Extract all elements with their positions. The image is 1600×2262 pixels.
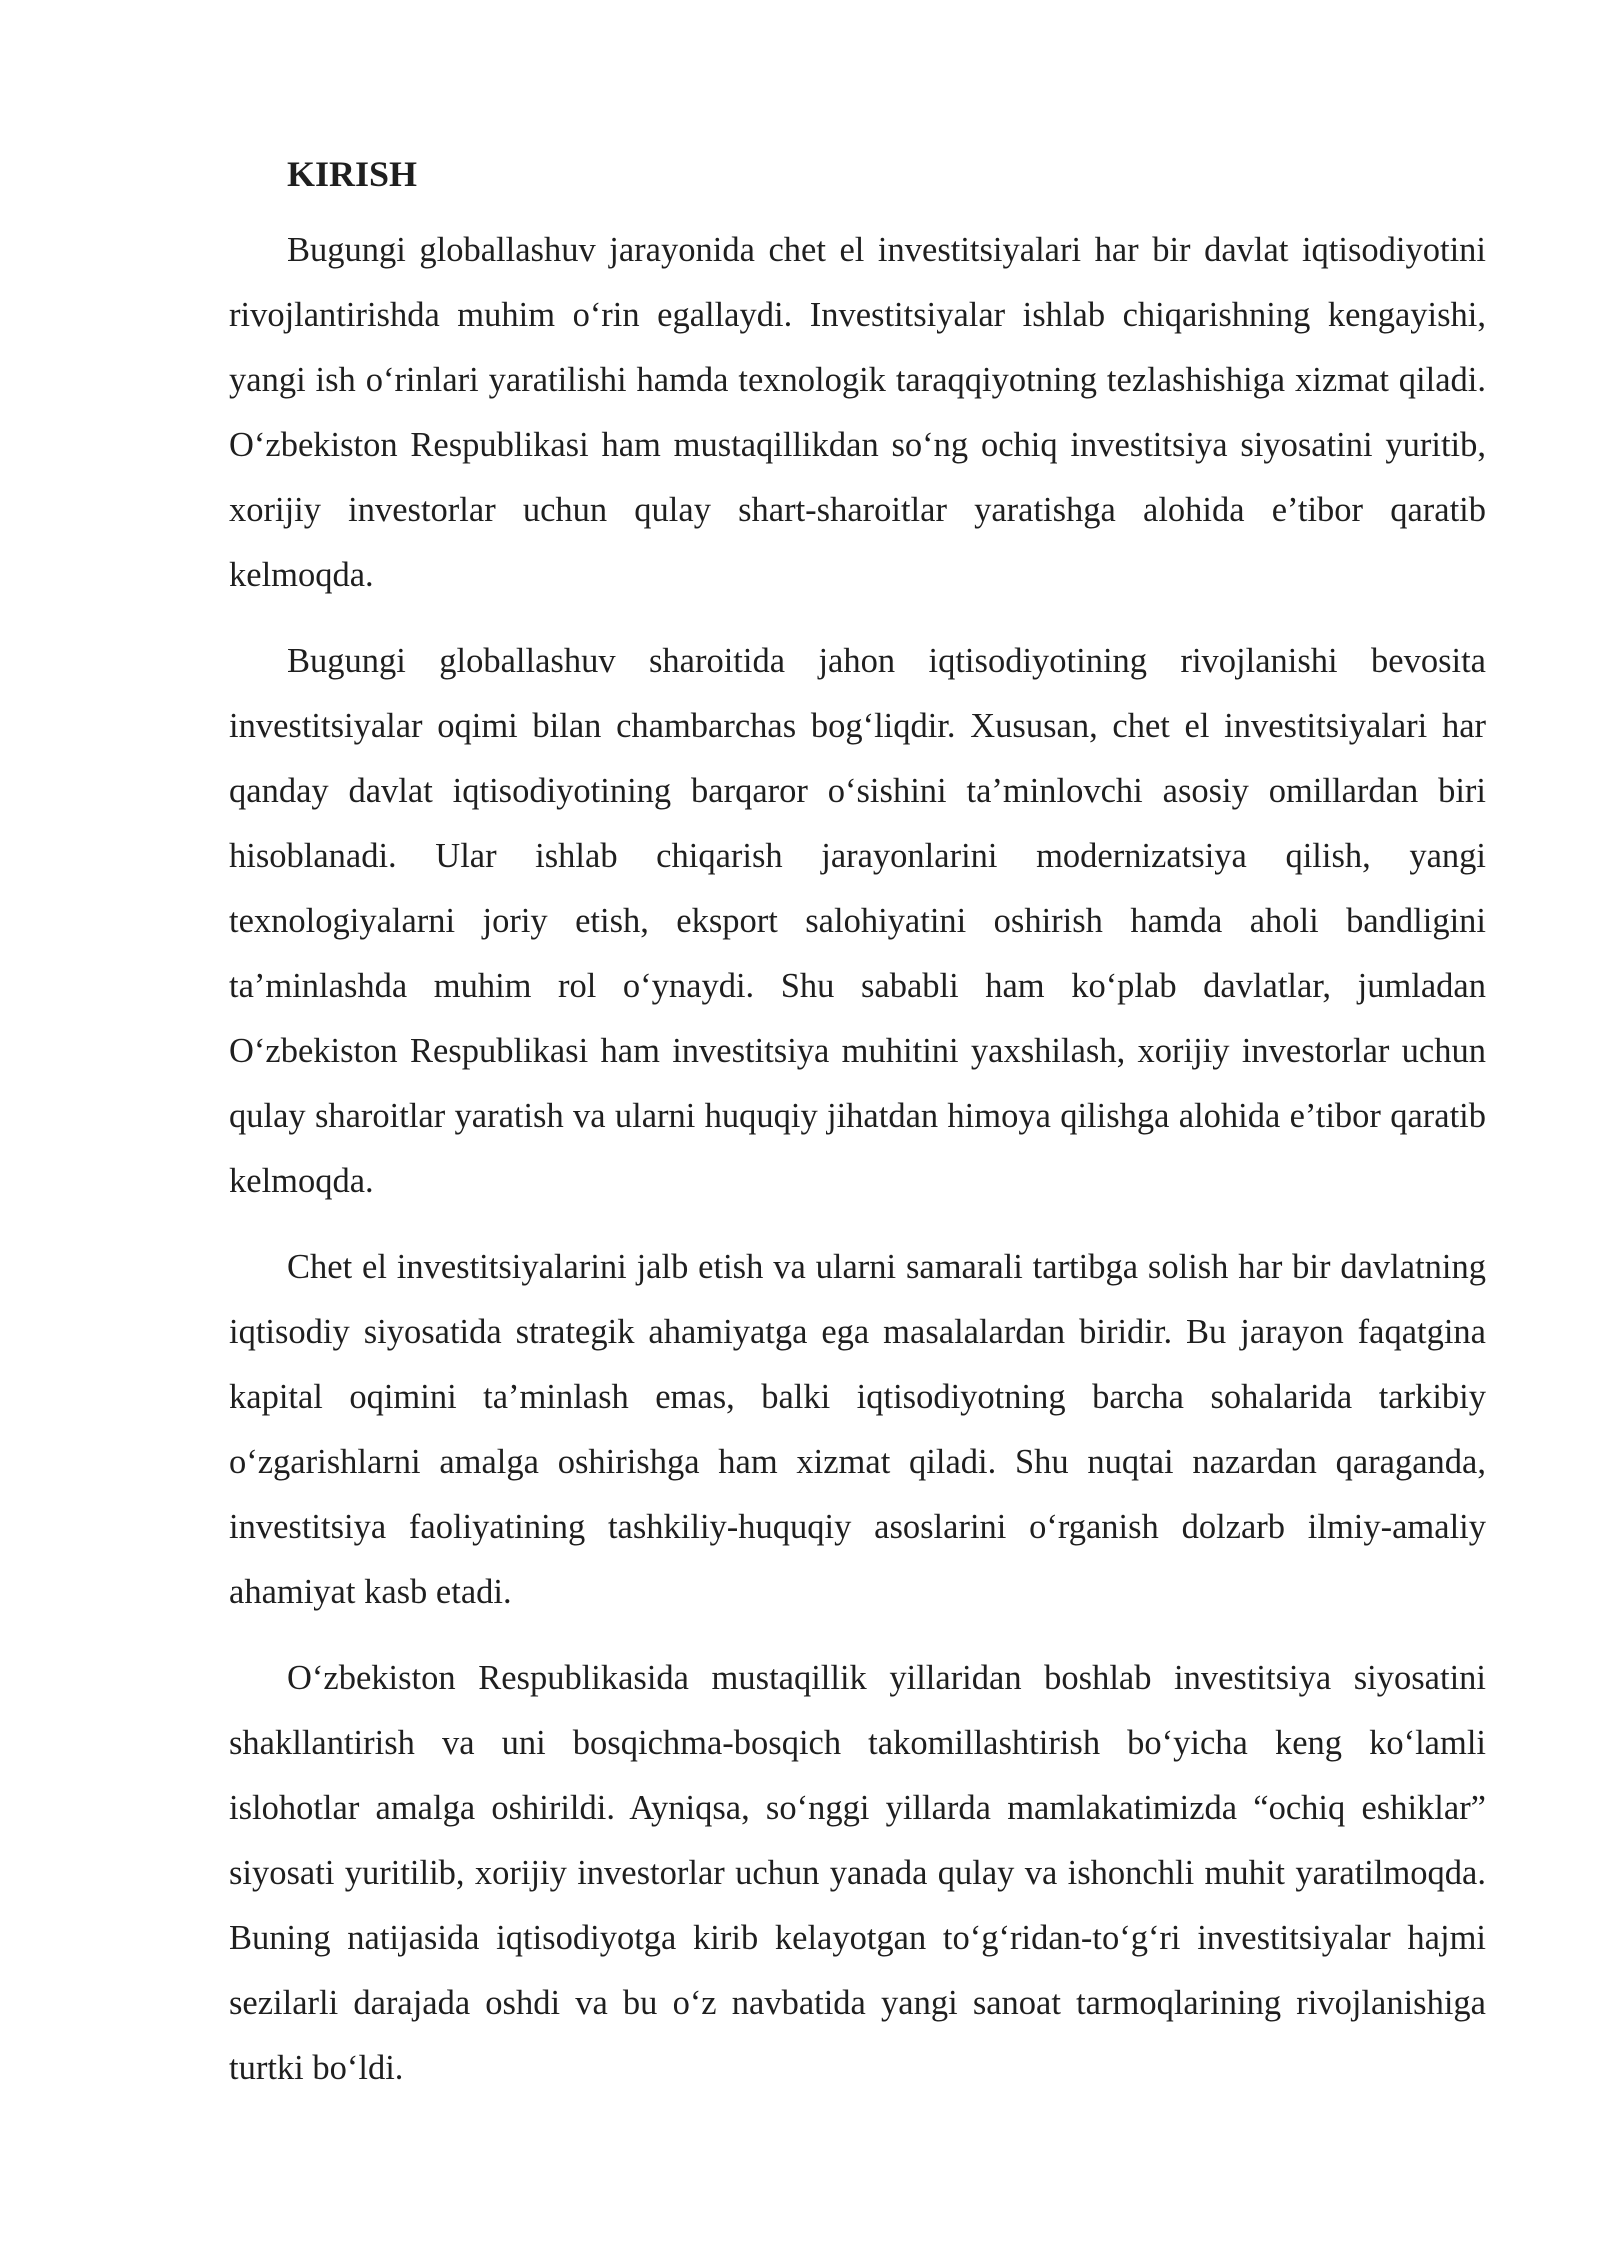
section-heading: KIRISH [287, 154, 418, 194]
paragraph-4: O‘zbekiston Respublikasida mustaqillik yillaridan boshlab investitsiya siyosatini shakllantirish va uni bosqichma-bosqich takomillashtirish bo‘yicha keng ko‘lamli islohotlar amalga oshirildi. Ayniqsa, so‘nggi yillarda mamlakatimizda “ochiq eshiklar” siyosati yuritilib, xorijiy investorlar uchun yanada qulay va ishonchli muhit yaratilmoqda. Buning natijasida iqtisodiyotga kirib kelayotgan to‘g‘ridan-to‘g‘ri investitsiyalar hajmi sezilarli darajada oshdi va bu o‘z navbatida yangi sanoat tarmoqlarining rivojlanishiga turtki bo‘ldi. [229, 1659, 1486, 2087]
paragraph-3: Chet el investitsiyalarini jalb etish va ularni samarali tartibga solish har bir davlatning iqtisodiy siyosatida strategik ahamiyatga ega masalalardan biridir. Bu jarayon faqatgina kapital oqimini ta’minlash emas, balki iqtisodiyotning barcha sohalarida tarkibiy o‘zgarishlarni amalga oshirishga ham xizmat qiladi. Shu nuqtai nazardan qaraganda, investitsiya faoliyatining tashkiliy-huquqiy asoslarini o‘rganish dolzarb ilmiy-amaliy ahamiyat kasb etadi. [229, 1248, 1486, 1611]
paragraph-2: Bugungi globallashuv sharoitida jahon iqtisodiyotining rivojlanishi bevosita investitsiyalar oqimi bilan chambarchas bog‘liqdir. Xususan, chet el investitsiyalari har qanday davlat iqtisodiyotining barqaror o‘sishini ta’minlovchi asosiy omillardan biri hisoblanadi. Ular ishlab chiqarish jarayonlarini modernizatsiya qilish, yangi texnologiyalarni joriy etish, eksport salohiyatini oshirish hamda aholi bandligini ta’minlashda muhim rol o‘ynaydi. Shu sababli ham ko‘plab davlatlar, jumladan O‘zbekiston Respublikasi ham investitsiya muhitini yaxshilash, xorijiy investorlar uchun qulay sharoitlar yaratish va ularni huquqiy jihatdan himoya qilishga alohida e’tibor qaratib kelmoqda. [229, 642, 1486, 1200]
document-body [229, 148, 1486, 2122]
paragraph-1: Bugungi globallashuv jarayonida chet el investitsiyalari har bir davlat iqtisodiyotini rivojlantirishda muhim o‘rin egallaydi. Investitsiyalar ishlab chiqarishning kengayishi, yangi ish o‘rinlari yaratilishi hamda texnologik taraqqiyotning tezlashishiga xizmat qiladi. O‘zbekiston Respublikasi ham mustaqillikdan so‘ng ochiq investitsiya siyosatini yuritib, xorijiy investorlar uchun qulay shart-sharoitlar yaratishga alohida e’tibor qaratib kelmoqda. [229, 231, 1486, 594]
